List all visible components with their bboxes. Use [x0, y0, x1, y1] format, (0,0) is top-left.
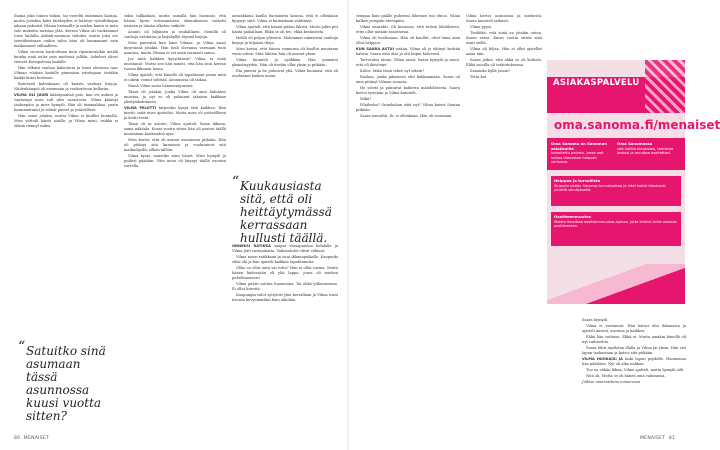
ad-box-text: Kirjaudu sisään Sanoma-tunnuksellasi ja näet kaikki tilauksesi yhdellä silmäyksellä. — [554, 183, 666, 193]
quote-mark-icon: “ — [18, 339, 26, 355]
magazine-name: MENAISET — [23, 436, 50, 441]
page-number: 81 — [668, 436, 676, 441]
section-lead: KUN SAARA ASTUI — [356, 47, 394, 51]
page-gutter — [347, 0, 349, 450]
paragraph: Vilma nousi ratikkaan ja istui ikkunapaikalle. Kaupunki vilisi ohi ja hän ajatteli kaikkea tapahtunutta. — [232, 255, 338, 264]
paragraph: Mies kertoi, että oli asunut asunnossa pitkään. Hän oli pitänyt sitä kunnossa ja vuokrannut sitä matkailijoille silloin tällöin. — [124, 138, 226, 152]
section-lead: ONNEKSI RATIKKA — [232, 244, 271, 248]
pull-quote-text: Kuukausiasta sitä, että oli heittäytymässä kerrassaan hullusti täällä. — [240, 179, 332, 245]
left-footer — [14, 436, 49, 441]
paragraph: Ruokaa, jonka pikaisesti ehti kokkaamaan. Saara oli aina pitänyt Vilman ruoasta. — [356, 75, 460, 84]
paragraph: Tämä oli se asunto, Vilma ajatteli. Sama ikkuna, sama näköala. Kuusi vuotta sitten hän oli asunut täällä muutaman kuukauden ajan. — [124, 122, 226, 136]
paragraph: Oliko se ollut unta vai totta? Hän ei ollut varma. Mutta hänen kädessään oli yhä lappu, jossa oli miehen puhelinnumero. — [232, 266, 338, 280]
page-number: 80 — [14, 436, 21, 441]
paragraph: Sanoinko kyllä jotain? — [470, 69, 511, 73]
paragraph: Vilma ajatteli, että hänelle oli tapahtunut jotain mitä ei oikein voinut selittää. Asunnossa oli taikaa. — [124, 73, 226, 82]
ad-banner-title: ASIAKASPALVELU — [553, 78, 640, 88]
byline: Julkisu uniarvattuna numerossa — [582, 380, 641, 384]
ad-box-text: Muista ilmoittaa osoitteenmuutos ajoissa, jotta lehtesi tulee oikeaan osoitteeseen. — [554, 219, 677, 229]
paragraph: Tervetuloa tänne, Vilma sanoi. Saara hymyili ja sanoi, että oli ikävöinyt. — [356, 58, 460, 67]
ad-info-left-text: tarkoitettu palvelu, jossa voit hoitaa tilauksiasi helposti verkossa. — [551, 151, 604, 165]
right-column-2 — [466, 14, 542, 434]
paragraph: Mies kertoi, että hänen vaimonsa oli kuollut muutama vuosi sitten. Siitä lähtien hän oli asunut yksin. — [232, 47, 338, 56]
paragraph: Butevasti kalenkeaan oli kausta vanhoja kirjoja. Niidenhämpiö oli enemmän ja vuokrattuun kellariin. — [14, 82, 118, 91]
paragraph: Vilma kuunteli ja nyökkäsi. Hän ymmärsi yksinäisyyden. Hän oli itsekin ollut yksin jo pitkään. — [232, 58, 338, 67]
paragraph: Heillä oli paljon yhteistä. Molemmat rakastivat vanhoja kirjoja ja hiljaisia iltoja. — [232, 36, 338, 45]
paragraph: Totta kai. — [470, 75, 488, 79]
ad-box-title: Osoitteenmuutos — [554, 214, 591, 219]
paragraph: Mikä? — [360, 97, 372, 101]
paragraph: Mies paneutui kun hänt Vilmaa, ja Vilma sanoi kysyvänsä jotakin. Hän luuli olevansa varmaan tuon asuntoa, mutta Vilmaa ei voi enää varmasti sanoa. — [124, 41, 226, 55]
paragraph: Hän sanoi jotakin, mutta Vilma ei kuullut kunnolla. Mies viittoili häntä sisälle, ja Vilma meni, vaikka ei oikein tiennyt miksi. — [14, 114, 118, 128]
paragraph: Vilma pyysi. — [470, 25, 493, 29]
ad-info-right — [617, 142, 679, 156]
ad-box-easy — [551, 176, 681, 206]
paragraph: Ehkä hän soittaisi. Ehkä ei. Mutta ainakin hänellä oli nyt vaihtoehto. — [582, 335, 686, 344]
paragraph: Vilma ei vastannut. Hän katsoi ulos ikkunasta ja ajatteli miestä, asuntoa ja kaikkea. — [582, 324, 686, 333]
paragraph: seksi tallkaikasi, mutta samalla hän huomasi, että hänen hyvin toivasanaieen olemukeensa vaikutti naiseen ja tämän olkaluu vaikutti. — [124, 14, 226, 28]
ad-url-link[interactable]: oma.sanoma.fi/menaiset — [554, 118, 720, 132]
paragraph: Vilma ajatteli, että hänen pitäisi lähteä. Mutta jokin piti häntä paikallaan. Ehkä se oli tee, ehkä keskustelu. — [232, 25, 338, 34]
pull-quote-text: Satuitko sinä asumaan tässä asunnossa kuusi vuotta sitten? — [26, 344, 106, 423]
paragraph: Vilma kysyi, muistiko mies hänet. Mies hymyili ja pudisti päätään. Niin moni oli käynyt täällä vuosien varrella. — [124, 154, 226, 168]
paragraph: Saara lähti myöhään illalla ja Vilma jäi yksin. Hän otti lapun taskustaan ja katsoi sitä pitkään. — [582, 346, 686, 355]
section-lead: VILMA OLI JUURI — [14, 93, 49, 97]
customer-service-ad[interactable] — [547, 60, 720, 304]
paragraph: Jos mitä kaikkea kysyttäisiin? Vilma ei enää muistanut. Mutta sen hän muisti, että hän istui kerran tuossa ikkunan luona. — [124, 57, 226, 71]
ad-info-right-text: voit hallita tilauksiasi, tarkistaa laskusi ja muuttaa osoitettasi. — [617, 146, 674, 156]
ad-box-address — [551, 212, 681, 246]
paragraph: Tässä oli jotakin, jonka Vilma oli aina halunnut muistaa, ja nyt se oli palannut takaisin kaikkine yksityiskohtineen. — [124, 90, 226, 104]
paragraph: Vilma kertoi asunnosta ja miehestä. Saara kuunteli tarkasti. — [466, 14, 542, 23]
paragraph: He söivät ja puhuivat kaikesta mahdollisesta. Saara kertoi työstään ja Vilma kuunteli. — [356, 86, 460, 95]
paragraph: kääntymässä pois, kun ovi aukesi ja vanhempi mies tuli ulos varastosta. Vilma kääntyi taaksepäin ja mies hymyili. Hän oli tummahkoa, parta harmaantunut ja silmät pienet ja ystävälliset. — [14, 93, 118, 112]
ad-info-left-title: Oma Sanoma on Sanoman asiakkaille — [551, 141, 607, 151]
paragraph: Pilaileeko? Onnekohan siitä nyt? Vilma katsoi Saaraa pitkään. — [356, 103, 460, 112]
section-lead: VILMA PELOTTI — [124, 106, 157, 110]
paragraph: Tuo on vähän liikaa, Vilma ajatteli, mutta hymyili silti. — [586, 368, 685, 372]
left-column-3 — [232, 14, 338, 174]
paragraph: sempaa kuin päälle puheemi lähtenee tuo ehtoo. Vilma kulkee poispäin eteenpäin. — [356, 14, 460, 23]
paragraph: Hän vilkaisi vanhaa kalenteria ja tunsi olevansa taas Vilman vihdoin kadulle pimenäon istuttajaan tietäkin kaikki kiitos koteisen. — [14, 66, 118, 80]
paragraph: Vilma päätti soittaa huomenna. Tai ehkä ylihuomenna. Ei ollut kiirettä. — [232, 282, 338, 291]
paragraph: sisään, Vilma oli jo ehtinyt keittää kahvia. Saara istui alas ja otti kupin käteensä. — [356, 47, 460, 56]
left-column-2 — [124, 14, 226, 434]
ad-decoration — [547, 264, 685, 304]
paragraph: saapui Varsapuiston kohdalle ja Vilma jätti vastaamatta. Vaihtoehdot olivat vähissä. — [232, 244, 338, 253]
pull-quote-middle — [232, 174, 336, 245]
paragraph: Saara jatkoi, että ehkä se oli kohtalo. Ehkä asioilla oli tarkoituksensa. — [466, 58, 542, 67]
pull-quote-left — [18, 339, 114, 423]
left-column-3-lower — [232, 244, 338, 434]
right-column-3 — [582, 318, 686, 434]
paragraph: Ilta pimeni ja he puhuivat yhä. Vilma huomasi, että oli unohtanut kaiken muun. — [232, 69, 338, 78]
ad-stripes-decoration — [645, 60, 685, 113]
paragraph: Vilma oli huolissaan. Hän oli kuullut, ettei tämä aina ollut helppoa. — [356, 36, 460, 45]
paragraph: tarpeeksi kysyä tätä kaikkea. Hän mietti, mitä mies ajattelisi. Mutta mies oli ystävällinen ja keitti teetä. — [124, 106, 226, 120]
paragraph: Ihania joka toinen viikon, tai viereltä enämmän hautaa, mutta jostekin kiitti tästkeyden ei kätevyt työvälitkopin aikaan paksuttt Vilmaa hermoille ja mielen hauta ei mitn vale makutta meistaa ylää. Kerran Vilma oli vuokrannut torin laidalta Airbnb-asunnon viikoksi, mutta joku ote tarvitikseisaan oudon talon ääni oli haumannut vain matkanneet viiltaalleen. — [14, 14, 118, 48]
section-lead: VILMA HUOKAISI JA — [582, 357, 623, 361]
quote-mark-icon: “ — [232, 174, 240, 190]
ad-info-right-title: Oma Sanomassa — [617, 141, 653, 146]
paragraph: Vilma naurahti. Oli kovaasia, että tulisin lähtiikseen, ettei ollut mitään sanottavaa. — [356, 25, 460, 34]
right-column-1 — [356, 14, 460, 434]
paragraph: Tiedätkö, että siinä on jotakin outoa, Saara sanoi. Kuusi vuotta sitten sinä asuit siellä. — [466, 31, 542, 45]
paragraph: Asunto oli hiljainen ja rauhallinen. Seinillä oli vanhoja valokuvia ja kirjahyllyt täynnä kirjoja. — [124, 30, 226, 39]
paragraph: autuukkona kuulla huomioitta kanssa, että ei ollenkaan kysynyt siitä. Vilma ei kuitenkaan välittänyt. — [232, 14, 338, 23]
paragraph: Vilma vuoroin hartioittaan kuin vipantavalokin määlä kuinka uniä aular pois mielessä jalläki. Askeleet olivat vieneet Kotiopolesta kadulle. — [14, 50, 118, 64]
paragraph: Vilma oli hiljaa. Hän ei ollut ajatellut asiaa niin. — [466, 47, 542, 56]
paragraph: Niin oli. Mutta se oli hänen oma valintansa. — [586, 374, 666, 378]
paragraph: laski lapun pöydälle. Huomenna hän päättäisi. Nyt oli aika nukkua. — [582, 357, 686, 366]
paragraph: Kiitos. Mikä tästä tekee nyt oikein? — [360, 69, 425, 73]
right-footer — [640, 436, 675, 441]
magazine-name: MENAISET — [640, 436, 666, 441]
paragraph: Kaupungin valot syttyivät yksi kerrallaan ja Vilma tunsi itsensä kevyemmäksi kuin aikoihin. — [232, 293, 338, 302]
paragraph: Saara naurahti. Ei, ei ollenkaan. Hän oli tosissaan. — [360, 114, 453, 118]
paragraph: Nämä Vilma sanoi hämmentyneenä. — [128, 84, 194, 88]
ad-info-left — [551, 142, 613, 165]
paragraph: Saara hymyili. — [582, 318, 609, 322]
ad-box-title: Helppoa ja turvallista — [554, 178, 601, 183]
